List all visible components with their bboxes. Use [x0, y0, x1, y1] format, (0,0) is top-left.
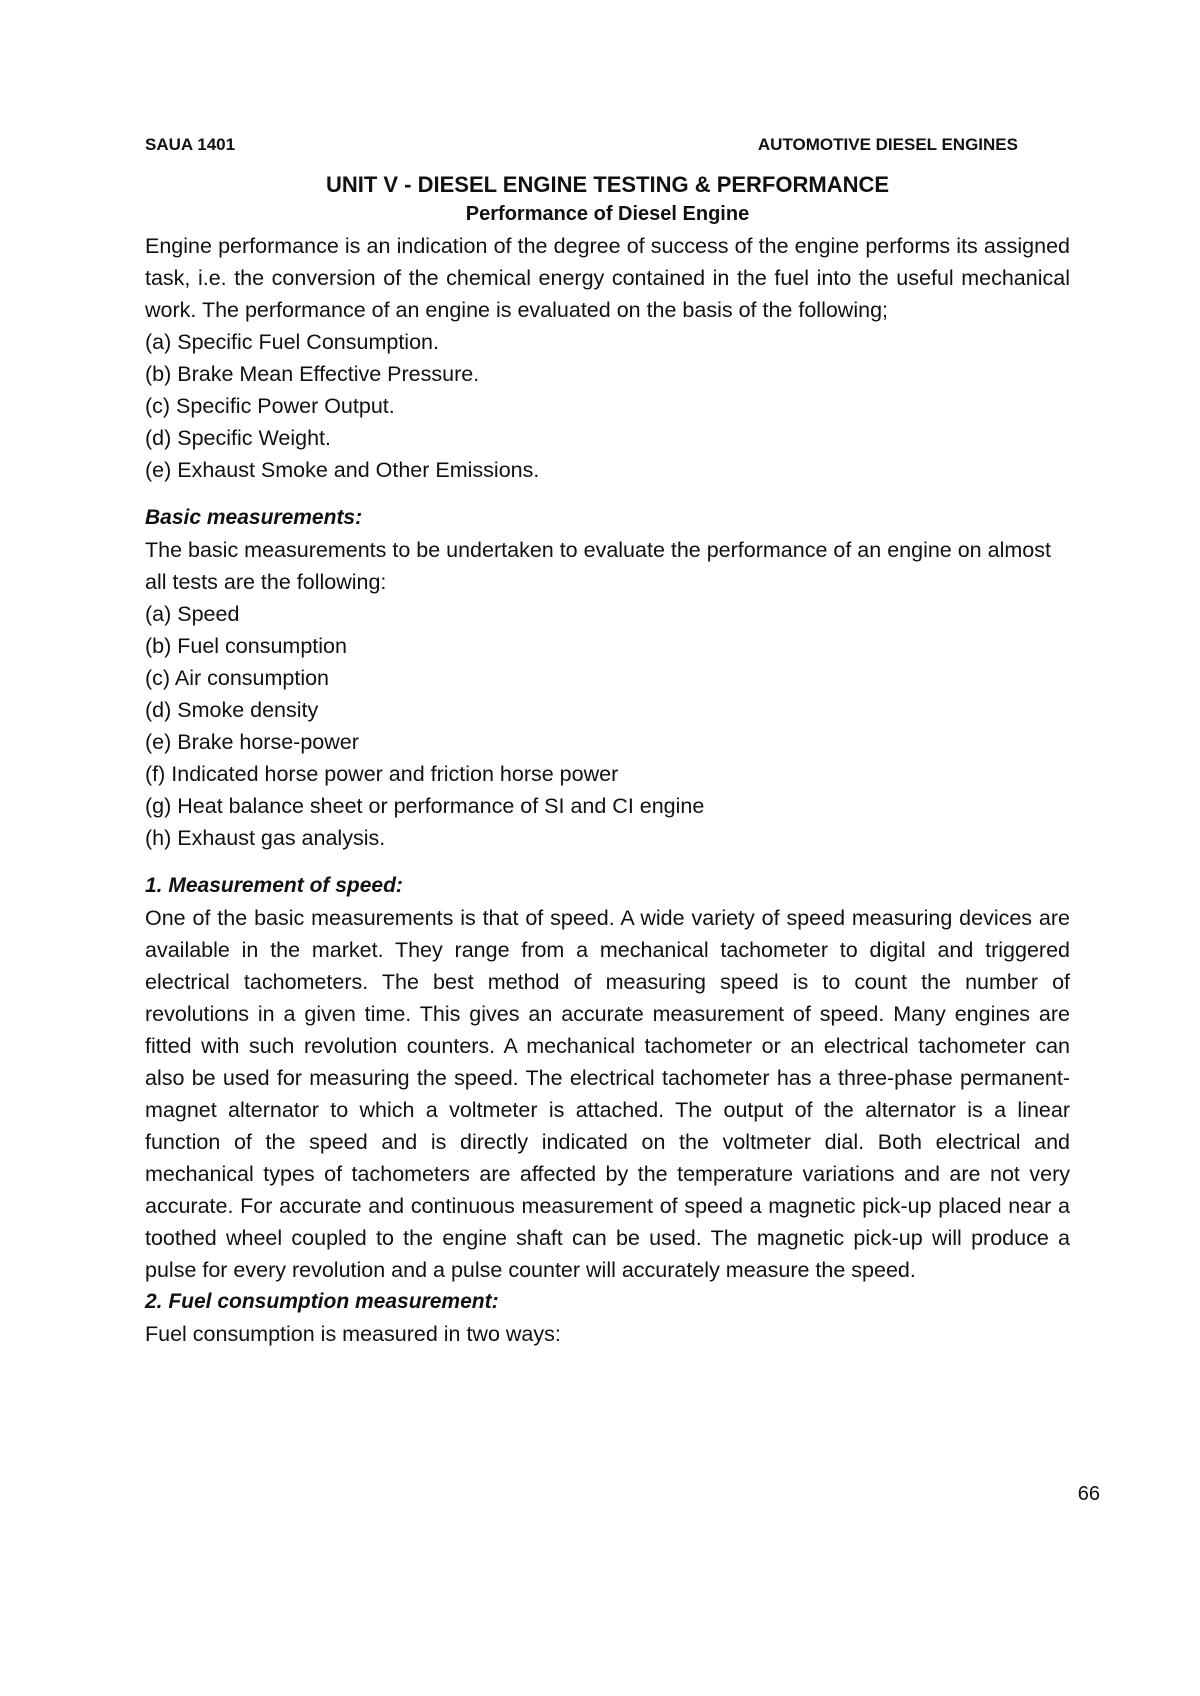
list-item: (h) Exhaust gas analysis.: [145, 826, 386, 850]
performance-criteria-list: [145, 326, 1070, 486]
page-header: [145, 135, 1018, 159]
course-title: AUTOMOTIVE DIESEL ENGINES: [757, 135, 1018, 154]
list-item: (a) Speed: [145, 602, 240, 626]
speed-heading: 1. Measurement of speed:: [145, 874, 403, 897]
list-item: (c) Air consumption: [145, 666, 330, 690]
list-item: (a) Specific Fuel Consumption.: [145, 330, 439, 354]
speed-paragraph: One of the basic measurements is that of speed. A wide variety of speed measuring devices are available in the market. They range from a mechanical tachometer to digital and triggered electrical tachometers. The best method of measuring speed is to count the number of revolutions in a given time. This gives an accurate measurement of speed. Many engines are fitted with such revolution counters. A mechanical tachometer or an electrical tachometer can also be used for measuring the speed. The electrical tachometer has a three-phase permanent-magnet alternator to which a voltmeter is attached. The output of the alternator is a linear function of the speed and is directly indicated on the voltmeter dial. Both electrical and mechanical types of tachometers are affected by the temperature variations and are not very accurate. For accurate and continuous measurement of speed a magnetic pick-up placed near a toothed wheel coupled to the engine shaft can be used. The magnetic pick-up will produce a pulse for every revolution and a pulse counter will accurately measure the speed.: [145, 906, 1070, 1282]
list-item: (b) Brake Mean Effective Pressure.: [145, 362, 480, 386]
list-item: (e) Brake horse-power: [145, 730, 359, 754]
intro-paragraph: Engine performance is an indication of the degree of success of the engine performs its assigned task, i.e. the conversion of the chemical energy contained in the fuel into the useful mechanical work. The performance of an engine is evaluated on the basis of the following;: [145, 234, 1070, 322]
list-item: (f) Indicated horse power and friction horse power: [145, 762, 619, 786]
list-item: (e) Exhaust Smoke and Other Emissions.: [145, 458, 540, 482]
course-code: SAUA 1401: [145, 135, 236, 154]
page-content: [145, 170, 1070, 1350]
section-title: Performance of Diesel Engine: [465, 203, 750, 225]
unit-title: UNIT V - DIESEL ENGINE TESTING & PERFORMANCE: [325, 172, 890, 197]
list-item: (b) Fuel consumption: [145, 634, 347, 658]
fuel-paragraph: Fuel consumption is measured in two ways:: [145, 1322, 561, 1346]
basic-measurements-paragraph: The basic measurements to be undertaken to evaluate the performance of an engine on almost all tests are the following:: [145, 538, 1051, 594]
fuel-heading: 2. Fuel consumption measurement:: [145, 1290, 499, 1313]
list-item: (c) Specific Power Output.: [145, 394, 395, 418]
page-number: 66: [1077, 1483, 1100, 1505]
basic-measurements-list: [145, 598, 1070, 854]
list-item: (d) Specific Weight.: [145, 426, 332, 450]
basic-measurements-heading: Basic measurements:: [145, 506, 363, 529]
list-item: (d) Smoke density: [145, 698, 319, 722]
list-item: (g) Heat balance sheet or performance of SI and CI engine: [145, 794, 705, 818]
